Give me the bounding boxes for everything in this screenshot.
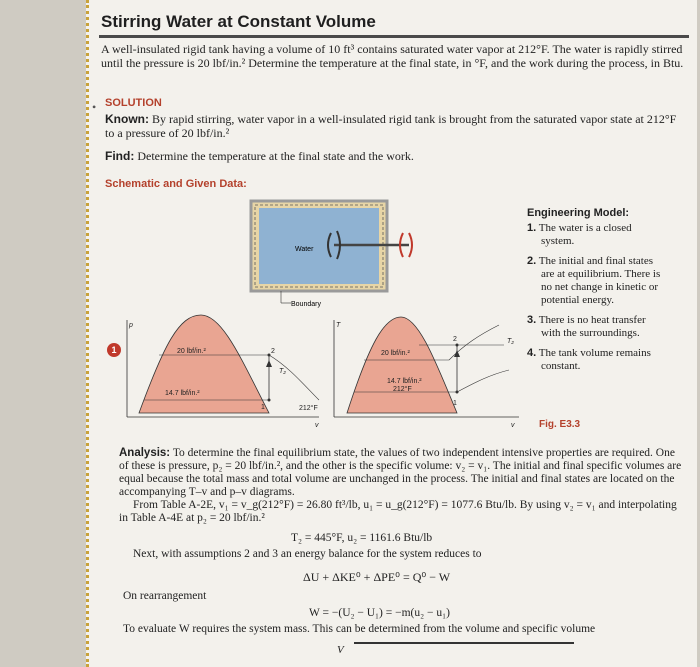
volume-symbol: V [337,644,344,656]
analysis-label: Analysis: [119,447,171,459]
tank-label: Water [295,246,314,253]
schematic-figure [119,195,519,440]
pv-diagram [127,315,319,417]
tv-p-low: 14.7 lbf/in.² [387,378,422,385]
engineering-model-title: Engineering Model: [527,207,630,219]
tv-v-axis: v [511,422,515,429]
analysis-paragraph [119,447,684,499]
evaluate-text: To evaluate W requires the system mass. This can be determined from the volume and specific volume [123,623,596,635]
solution-heading: SOLUTION [105,97,162,109]
pv-p-high: 20 lbf/in.² [177,348,206,355]
tv-t-label: T₂ [507,338,514,345]
tank-diagram [251,201,412,303]
pv-t-label: T₂ [279,368,286,375]
known-paragraph [105,112,685,140]
bullet-icon: • [92,100,97,114]
find-label: Find: [105,149,135,163]
pv-v-axis: v [315,422,319,429]
tv-t-low: 212°F [393,386,412,393]
work-equation: W = −(U₂ − U₁) = −m(u₂ − u₁) [309,607,450,619]
boundary-label: Boundary [291,301,321,308]
pv-t-low: 212°F [299,405,318,412]
find-text: Determine the temperature at the final state and the work. [137,149,414,163]
analysis-text: To determine the final equilibrium state, the values of two independent intensive properties are required. One of these is pressure, p₂ = 20 lbf/in.², and the other is the specific volume: v₂ = v₁. The initial and final specific volumes are equal because the total mass and total volume are unchanged in the process. The initial and final states are located on the accompanying T–v and p–v diagrams. [119,447,682,498]
pv-p-axis: p [129,322,133,329]
energy-balance-equation: ΔU + ΔKE⁰ + ΔPE⁰ = Q⁰ − W [303,570,451,584]
pv-state1: 1 [261,404,265,411]
tv-t-axis: T [336,322,341,329]
schematic-heading: Schematic and Given Data: [105,178,247,190]
page-title: Stirring Water at Constant Volume [101,12,376,31]
tv-state1: 1 [453,400,457,407]
find-paragraph [105,149,414,164]
textbook-page [86,0,697,667]
known-text: By rapid stirring, water vapor in a well-insulated rigid tank is brought from the saturated vapor state at 212°F to a pressure of 20 lbf/in.² [105,112,677,140]
pv-p-low: 14.7 lbf/in.² [165,390,200,397]
table-lookup-paragraph: From Table A-2E, v₁ = v_g(212°F) = 26.80 ft³/lb, u₁ = u_g(212°F) = 1077.6 Btu/lb. By using v₂ = v₁ and interpolating in Table A-4E at p₂ = 20 lbf/in.² [119,499,677,524]
energy-balance-text: Next, with assumptions 2 and 3 an energy balance for the system reduces to [133,548,482,560]
tv-diagram [334,317,519,417]
known-label: Known: [105,112,149,126]
problem-statement: A well-insulated rigid tank having a volume of 10 ft³ contains saturated water vapor at 212°F. The water is rapidly stirred until the pressure is 20 lbf/in.² Determine the temperature at the final state, in °F, and the work during the process, in Btu. [101,42,684,70]
engineering-model-list [527,222,662,380]
note-badge: 1 [107,343,121,357]
model-item: 1. The water is a closed system. [527,222,632,247]
rearrangement-text: On rearrangement [123,590,207,602]
pv-state2: 2 [271,348,275,355]
figure-label: Fig. E3.3 [539,419,581,430]
model-item: 2. The initial and final states are at equilibrium. There is no net change in kinetic or potential energy. [527,255,661,306]
model-item: 3. There is no heat transfer with the surroundings. [527,314,646,339]
model-item: 4. The tank volume remains constant. [527,347,651,372]
result-equation: T₂ = 445°F, u₂ = 1161.6 Btu/lb [291,532,433,544]
title-rule [99,35,689,38]
tv-p-high: 20 lbf/in.² [381,350,410,357]
tv-state2: 2 [453,336,457,343]
fraction-bar [354,642,574,644]
